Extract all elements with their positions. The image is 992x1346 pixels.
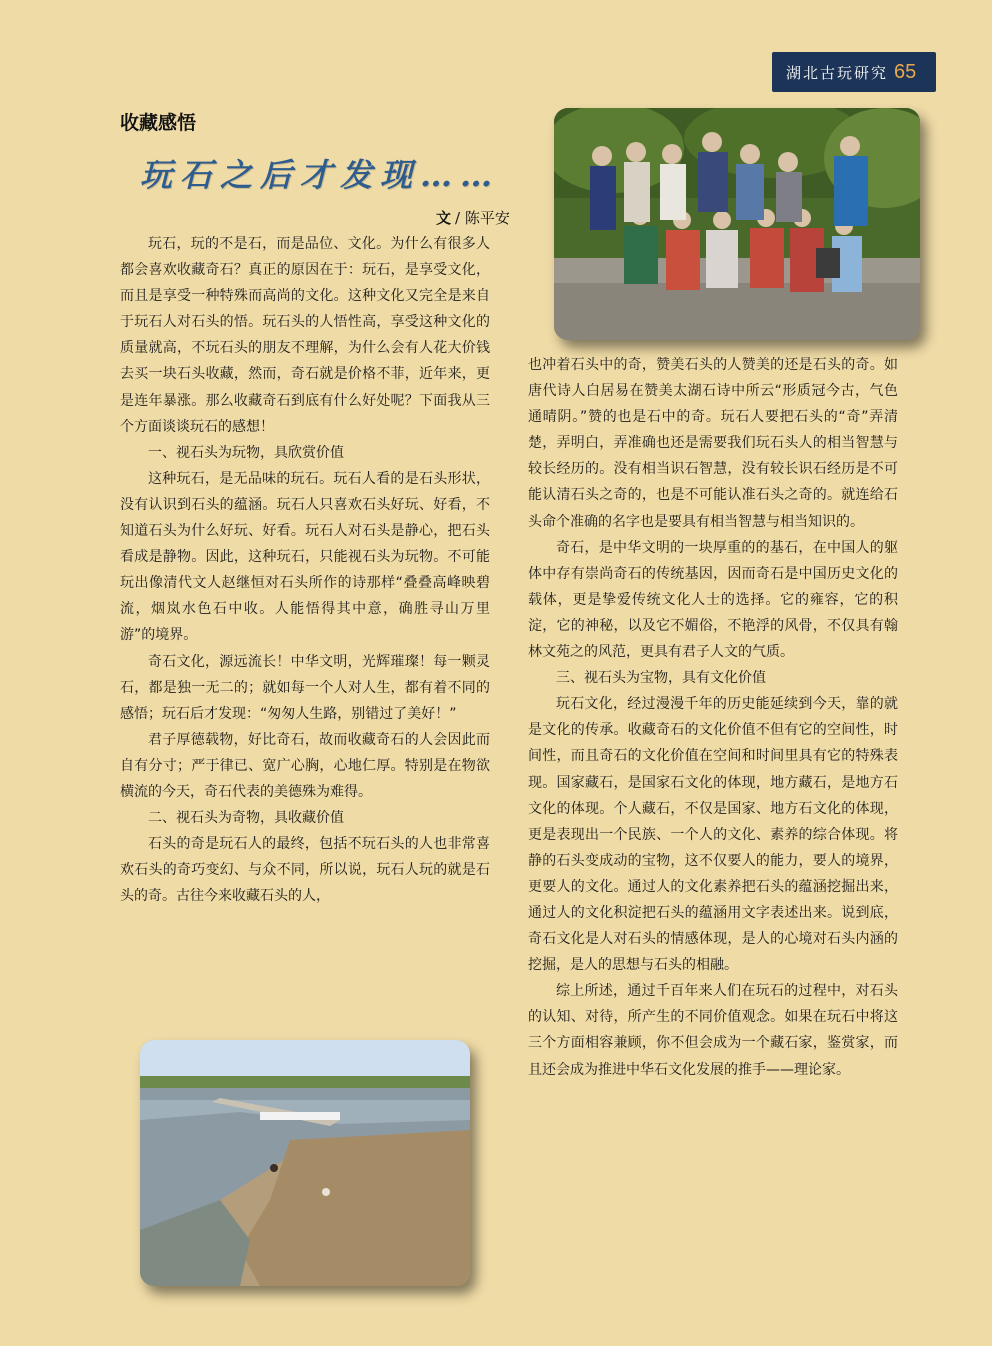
group-photo-image (554, 108, 920, 340)
left-paragraph: 奇石文化，源远流长！中华文明，光辉璀璨！每一颗灵石，都是独一无二的；就如每一个人对人生，都有着不同的感悟；玩石后才发现：“匆匆人生路，别错过了美好！” (120, 653, 490, 722)
left-paragraph: 这种玩石，是无品味的玩石。玩石人看的是石头形状，没有认识到石头的蕴涵。玩石人只喜欢石头好玩、好看，不知道石头为什么好玩、好看。玩石人对石头是静心，把石头看成是静物。因此，这种玩石，只能视石头为玩物。不可能玩出像清代文人赵继恒对石头所作的诗那样“叠叠高峰映碧流，烟岚水色石中收。人能悟得其中意，确胜寻山万里游”的境界。 (120, 470, 490, 644)
left-paragraph: 石头的奇是玩石人的最终，包括不玩石头的人也非常喜欢石头的奇巧变幻、与众不同，所以说，玩石人玩的就是石头的奇。古往今来收藏石头的人， (120, 836, 490, 905)
page-number: 65 (894, 60, 917, 83)
subheading-1: 一、视石头为玩物，具欣赏价值 (148, 444, 344, 461)
article-title: 玩石之后才发现…… (140, 156, 501, 194)
left-paragraph: 玩石，玩的不是石，而是品位、文化。为什么有很多人都会喜欢收藏奇石？真正的原因在于：玩石，是享受文化，而且是享受一种特殊而高尚的文化。这种文化又完全是来自于玩石人对石头的悟。玩石头的人悟性高，享受这种文化的质量就高，不玩石头的朋友不理解，为什么会有人花大价钱去买一块石头收藏，然而，奇石就是价格不菲，近年来，更是连年暴涨。那么收藏奇石到底有什么好处呢？下面我从三个方面谈谈玩石的感想！ (120, 236, 490, 435)
right-paragraph: 玩石文化，经过漫漫千年的历史能延续到今天，靠的就是文化的传承。收藏奇石的文化价值不但有它的空间性，时间性，而且奇石的文化价值在空间和时间里具有它的特殊表现。国家藏石，是国家石文化的体现，地方藏石，是地方石文化的体现。个人藏石，不仅是国家、地方石文化的体现，更是表现出一个民族、一个人的文化、素养的综合体现。将静的石头变成动的宝物，这不仅要人的能力，要人的境界，更要人的文化。通过人的文化素养把石头的蕴涵挖掘出来，通过人的文化积淀把石头的蕴涵用文字表述出来。说到底，奇石文化是人对石头的情感体现，是人的心境对石头内涵的挖掘，是人的思想与石头的相融。 (528, 696, 898, 974)
subheading-2: 二、视石头为奇物，具收藏价值 (148, 810, 344, 827)
right-paragraph: 综上所述，通过千百年来人们在玩石的过程中，对石头的认知、对待，所产生的不同价值观念。如果在玩石中将这三个方面相容兼顾，你不但会成为一个藏石家，鉴赏家，而且还会成为推进中华石文化发展的推手——理论家。 (528, 983, 898, 1078)
river-photo (140, 1040, 470, 1286)
left-paragraph: 君子厚德载物，好比奇石，故而收藏奇石的人会因此而自有分寸；严于律已、宽广心胸，心地仁厚。特别是在物欲横流的今天，奇石代表的美德殊为难得。 (120, 731, 490, 800)
author-line (436, 207, 510, 228)
right-paragraph: 奇石，是中华文明的一块厚重的的基石，在中国人的躯体中存有崇尚奇石的传统基因，因而奇石是中国历史文化的载体，更是挚爱传统文化人士的选择。它的雍容，它的积淀，它的神秘，以及它不媚俗，不艳浮的风骨，不仅具有翰林文苑之的风范，更具有君子人文的气质。 (528, 539, 898, 661)
author-prefix: 文 (436, 209, 452, 227)
subheading-3: 三、视石头为宝物，具有文化价值 (556, 670, 766, 687)
river-photo-image (140, 1040, 470, 1286)
left-column (120, 231, 490, 909)
group-photo (554, 108, 920, 340)
section-label: 收藏感悟 (120, 112, 197, 134)
header-tab (772, 52, 936, 92)
right-column (528, 352, 898, 1083)
magazine-name: 湖北古玩研究 (786, 63, 889, 82)
right-paragraph: 也冲着石头中的奇，赞美石头的人赞美的还是石头的奇。如唐代诗人白居易在赞美太湖石诗中所云“形质冠今古，气色通晴阴。”赞的也是石中的奇。玩石人要把石头的“奇”弄清楚，弄明白，弄准确也还是需要我们玩石头人的相当智慧与较长经历的。没有相当识石智慧，没有较长识石经历是不可能认清石头之奇的，也是不可能认准石头之奇的。就连给石头命个准确的名字也是要具有相当智慧与相当知识的。 (528, 357, 898, 530)
author-name: / 陈平安 (455, 209, 510, 227)
